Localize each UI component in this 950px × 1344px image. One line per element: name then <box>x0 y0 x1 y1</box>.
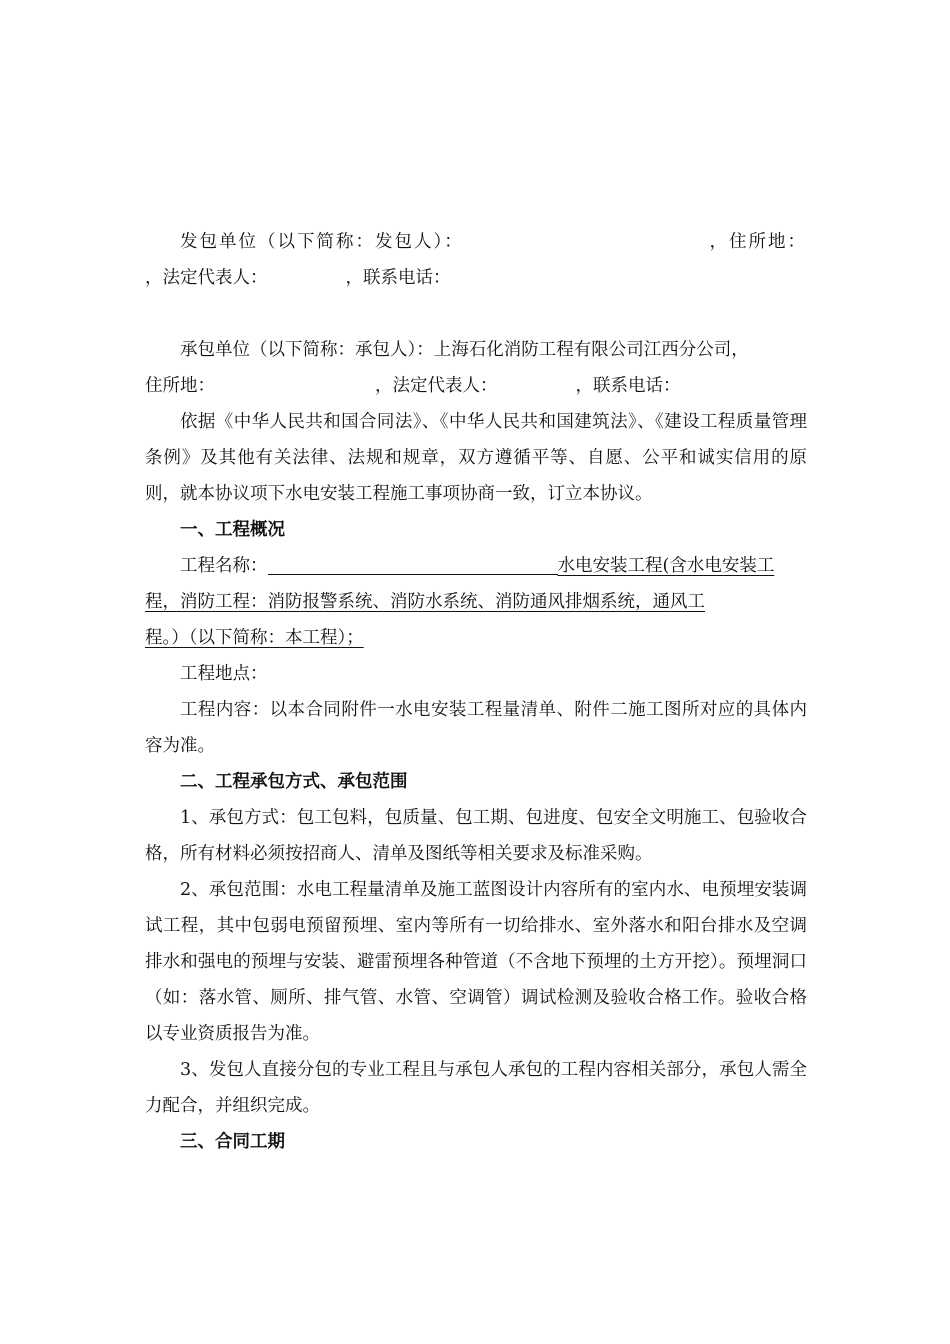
project-name-value-2: 程，消防工程：消防报警系统、消防水系统、消防通风排烟系统，通风工 <box>145 592 705 612</box>
project-name-label: 工程名称： <box>180 556 268 576</box>
section-2-item-3: 3、发包人直接分包的专业工程且与承包人承包的工程内容相关部分，承包人需全力配合，并组织完成。 <box>145 1060 807 1116</box>
project-content: 工程内容：以本合同附件一水电安装工程量清单、附件二施工图所对应的具体内容为准。 <box>145 700 807 756</box>
party-b-line-2 <box>145 368 807 404</box>
basis-paragraph: 依据《中华人民共和国合同法》、《中华人民共和国建筑法》、《建设工程质量管理条例》及其他有关法律、法规和规章，双方遵循平等、自愿、公平和诚实信用的原则，就本协议项下水电安装工程施工事项协商一致，订立本协议。 <box>145 412 807 504</box>
section-2-item-2: 2、承包范围：水电工程量清单及施工蓝图设计内容所有的室内水、电预埋安装调试工程，其中包弱电预留预埋、室内等所有一切给排水、室外落水和阳台排水及空调排水和强电的预埋与安装、避雷预埋各种管道（不含地下预埋的土方开挖）。预埋洞口（如：落水管、厕所、排气管、水管、空调管）调试检测及验收合格工作。验收合格以专业资质报告为准。 <box>145 880 807 1044</box>
project-name-value-1: 水电安装工程(含水电安装工 <box>557 556 775 576</box>
party-b-rep-label: ，法定代表人： <box>375 376 498 396</box>
project-name-value-3: 程。）（以下简称：本工程）； <box>145 628 364 648</box>
project-name-blank <box>268 552 558 575</box>
project-name-cont-2 <box>145 620 807 656</box>
party-a-rep-label: ，法定代表人： <box>145 268 268 288</box>
party-a-label: 发包单位（以下简称：发包人）： <box>180 232 464 252</box>
party-a-phone-label: ，联系电话： <box>345 268 451 288</box>
section-2-title: 二、工程承包方式、承包范围 <box>180 772 408 792</box>
party-a-line-1 <box>145 224 807 260</box>
party-b-phone-label: ，联系电话： <box>575 376 681 396</box>
project-name-line <box>145 548 807 584</box>
contract-page <box>145 224 807 1160</box>
party-a-line-2 <box>145 260 807 296</box>
party-b-address-label: 住所地： <box>145 376 215 396</box>
party-a-address-label: ，住所地： <box>709 232 807 252</box>
project-name-cont-1 <box>145 584 807 620</box>
section-1-title: 一、工程概况 <box>180 520 285 540</box>
project-location: 工程地点： <box>180 664 268 684</box>
party-b-line-1: 承包单位（以下简称：承包人）：上海石化消防工程有限公司江西分公司， <box>180 340 749 360</box>
section-2-item-1: 1、承包方式：包工包料，包质量、包工期、包进度、包安全文明施工、包验收合格，所有材料必须按招商人、清单及图纸等相关要求及标准采购。 <box>145 808 807 864</box>
section-3-title: 三、合同工期 <box>180 1132 285 1152</box>
